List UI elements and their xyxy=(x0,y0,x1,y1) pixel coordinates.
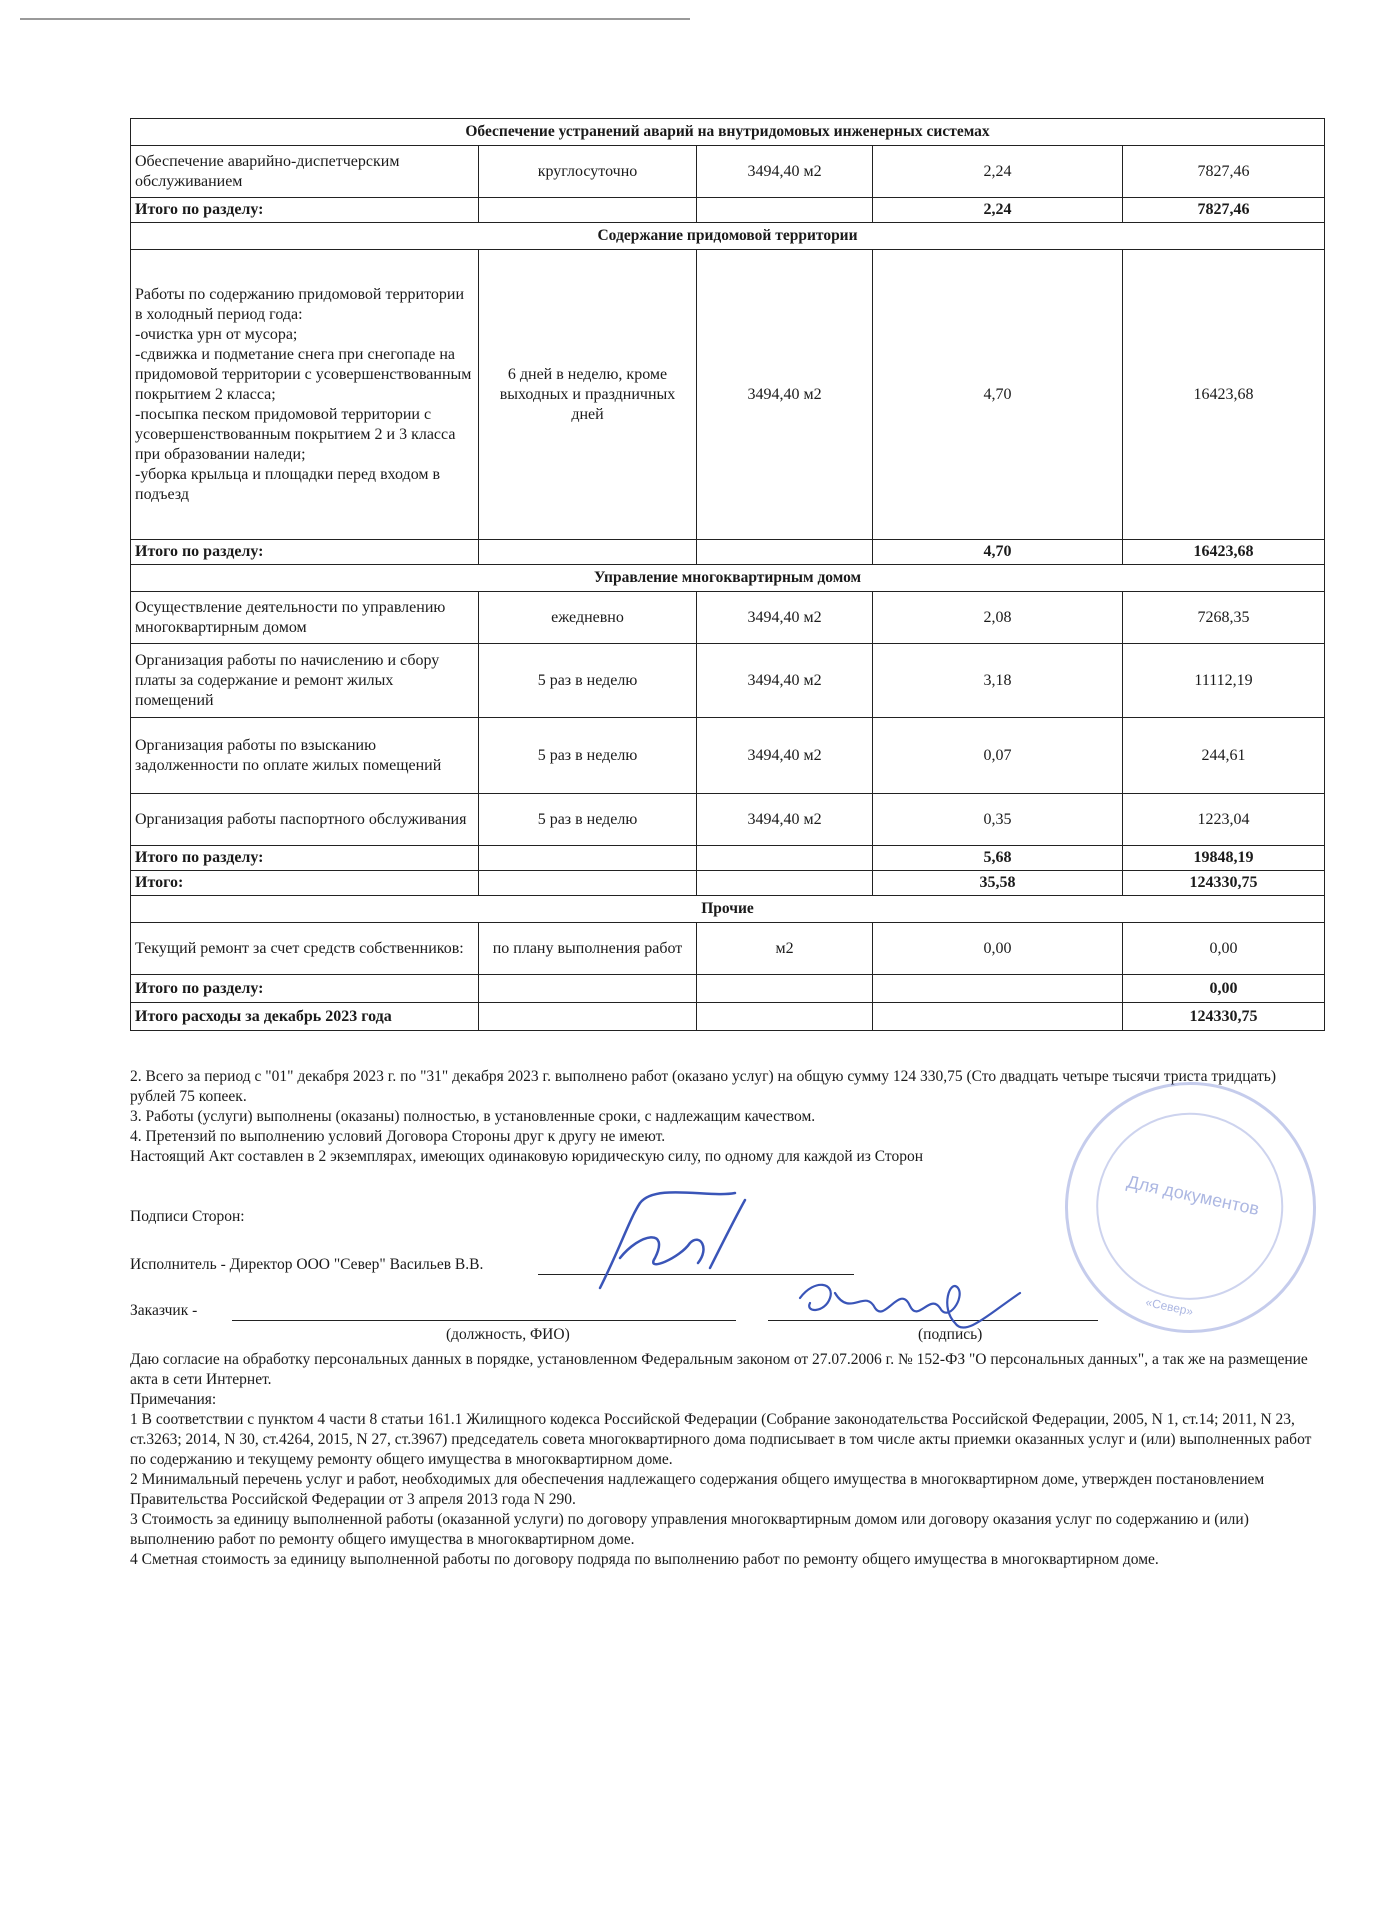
subtotal-row xyxy=(131,846,1325,871)
service-rate: 2,08 xyxy=(873,592,1123,644)
notes-block xyxy=(130,1350,1320,1570)
service-name: Организация работы по взысканию задолженности по оплате жилых помещений xyxy=(131,718,479,794)
section-header-row xyxy=(131,565,1325,592)
subtotal-label: Итого по разделу: xyxy=(131,846,479,871)
subtotal-label: Итого по разделу: xyxy=(131,540,479,565)
service-rate: 0,07 xyxy=(873,718,1123,794)
service-period: по плану выполнения работ xyxy=(479,923,697,975)
service-name: Работы по содержанию придомовой территории в холодный период года: -очистка урн от мусора; -сдвижка и подметание снега при снегопаде на придомовой территории с усовершенствованным покрытием 2 класса; -посыпка песком придомовой территории с усовершенствованным покрытием 2 и 3 класса при образовании наледи; -уборка крыльца и площадки перед входом в подъезд xyxy=(131,250,479,540)
service-sum: 11112,19 xyxy=(1123,644,1325,718)
subtotal-sum: 16423,68 xyxy=(1123,540,1325,565)
table-row xyxy=(131,146,1325,198)
service-sum: 244,61 xyxy=(1123,718,1325,794)
note-4: 4 Сметная стоимость за единицу выполненной работы по договору подряда по выполнению работ по ремонту общего имущества в многоквартирном доме. xyxy=(130,1551,1159,1568)
subtotal-row xyxy=(131,540,1325,565)
customer-position-line xyxy=(232,1320,736,1321)
stamp-center-text: Для документов xyxy=(1125,1171,1262,1220)
total-rate: 35,58 xyxy=(873,871,1123,896)
service-area: 3494,40 м2 xyxy=(697,718,873,794)
subtotal-row xyxy=(131,975,1325,1003)
caption-signature: (подпись) xyxy=(918,1326,983,1343)
service-area: 3494,40 м2 xyxy=(697,146,873,198)
service-name: Текущий ремонт за счет средств собственников: xyxy=(131,923,479,975)
section-header-row xyxy=(131,119,1325,146)
service-sum: 7827,46 xyxy=(1123,146,1325,198)
service-period: ежедневно xyxy=(479,592,697,644)
note-1: 1 В соответствии с пунктом 4 части 8 статьи 161.1 Жилищного кодекса Российской Федерации (Собрание законодательства Российской Федерации, 2005, N 1, ст.14; 2011, N 23, ст.3263; 2014, N 30, ст.4264, 2015, N 27, ст.3967) председатель совета многоквартирного дома подписывает в том числе акты приемки оказанных услуг и (или) выполненных работ по содержанию и текущему ремонту общего имущества в многоквартирном доме. xyxy=(130,1411,1312,1468)
note-3: 3 Стоимость за единицу выполненной работы (оказанной услуги) по договору управления многоквартирным домом или договору оказания услуг по содержанию и (или) выполнению работ по ремонту общего имущества в многоквартирном доме. xyxy=(130,1511,1249,1548)
section-title: Обеспечение устранений аварий на внутридомовых инженерных системах xyxy=(131,119,1325,146)
service-sum: 7268,35 xyxy=(1123,592,1325,644)
service-period: 5 раз в неделю xyxy=(479,718,697,794)
service-area: 3494,40 м2 xyxy=(697,250,873,540)
subtotal-sum: 19848,19 xyxy=(1123,846,1325,871)
table-row xyxy=(131,923,1325,975)
subtotal-rate: 5,68 xyxy=(873,846,1123,871)
service-period: 6 дней в неделю, кроме выходных и праздничных дней xyxy=(479,250,697,540)
subtotal-rate: 4,70 xyxy=(873,540,1123,565)
service-name: Обеспечение аварийно-диспетчерским обслуживанием xyxy=(131,146,479,198)
executor-signature xyxy=(560,1188,760,1298)
service-name: Организация работы по начислению и сбору платы за содержание и ремонт жилых помещений xyxy=(131,644,479,718)
service-name: Осуществление деятельности по управлению многоквартирным домом xyxy=(131,592,479,644)
service-rate: 3,18 xyxy=(873,644,1123,718)
service-area: 3494,40 м2 xyxy=(697,644,873,718)
signatures-heading: Подписи Сторон: xyxy=(130,1208,245,1225)
service-rate: 0,00 xyxy=(873,923,1123,975)
table-row xyxy=(131,794,1325,846)
total-sum: 124330,75 xyxy=(1123,871,1325,896)
customer-label: Заказчик - xyxy=(130,1302,198,1319)
service-period: круглосуточно xyxy=(479,146,697,198)
table-row xyxy=(131,592,1325,644)
service-area: м2 xyxy=(697,923,873,975)
subtotal-sum: 7827,46 xyxy=(1123,198,1325,223)
service-rate: 0,35 xyxy=(873,794,1123,846)
service-area: 3494,40 м2 xyxy=(697,592,873,644)
top-rule xyxy=(20,18,690,20)
subtotal-row xyxy=(131,198,1325,223)
service-area: 3494,40 м2 xyxy=(697,794,873,846)
service-rate: 2,24 xyxy=(873,146,1123,198)
table-row xyxy=(131,644,1325,718)
total-row xyxy=(131,871,1325,896)
total-label: Итого: xyxy=(131,871,479,896)
customer-signature xyxy=(790,1268,1030,1348)
section-title: Содержание придомовой территории xyxy=(131,223,1325,250)
paragraph-quality: 3. Работы (услуги) выполнены (оказаны) полностью, в установленные сроки, с надлежащим качеством. xyxy=(130,1108,816,1125)
service-rate: 4,70 xyxy=(873,250,1123,540)
subtotal-rate: 2,24 xyxy=(873,198,1123,223)
section-header-row xyxy=(131,896,1325,923)
subtotal-label: Итого по разделу: xyxy=(131,975,479,1003)
section-title: Прочие xyxy=(131,896,1325,923)
service-name: Организация работы паспортного обслуживания xyxy=(131,794,479,846)
table-row xyxy=(131,718,1325,794)
grand-total-sum: 124330,75 xyxy=(1123,1003,1325,1031)
note-2: 2 Минимальный перечень услуг и работ, необходимых для обеспечения надлежащего содержания общего имущества в многоквартирном доме, утвержден постановлением Правительства Российской Федерации от 3 апреля 2013 года N 290. xyxy=(130,1471,1265,1508)
service-sum: 16423,68 xyxy=(1123,250,1325,540)
section-header-row xyxy=(131,223,1325,250)
service-period: 5 раз в неделю xyxy=(479,644,697,718)
caption-position: (должность, ФИО) xyxy=(446,1326,570,1343)
paragraph-total-amount: 2. Всего за период с "01" декабря 2023 г. по "31" декабря 2023 г. выполнено работ (оказано услуг) на общую сумму 124 330,75 (Сто двадцать четыре тысячи триста тридцать) рублей 75 копеек. xyxy=(130,1068,1277,1105)
grand-total-row xyxy=(131,1003,1325,1031)
table-row xyxy=(131,250,1325,540)
service-sum: 1223,04 xyxy=(1123,794,1325,846)
executor-label: Исполнитель - Директор ООО "Север" Васильев В.В. xyxy=(130,1256,484,1273)
paragraph-copies: Настоящий Акт составлен в 2 экземплярах, имеющих одинаковую юридическую силу, по одному для каждой из Сторон xyxy=(130,1148,924,1165)
paragraph-claims: 4. Претензий по выполнению условий Договора Стороны друг к другу не имеют. xyxy=(130,1128,666,1145)
subtotal-label: Итого по разделу: xyxy=(131,198,479,223)
consent-text: Даю согласие на обработку персональных данных в порядке, установленном Федеральным законом от 27.07.2006 г. № 152-ФЗ "О персональных данных", а так же на размещение акта в сети Интернет. xyxy=(130,1351,1308,1388)
subtotal-sum: 0,00 xyxy=(1123,975,1325,1003)
service-sum: 0,00 xyxy=(1123,923,1325,975)
notes-heading: Примечания: xyxy=(130,1391,217,1408)
services-table xyxy=(130,118,1325,1031)
stamp-company-text: «Север» xyxy=(1144,1294,1195,1319)
service-period: 5 раз в неделю xyxy=(479,794,697,846)
section-title: Управление многоквартирным домом xyxy=(131,565,1325,592)
grand-total-label: Итого расходы за декабрь 2023 года xyxy=(131,1003,479,1031)
